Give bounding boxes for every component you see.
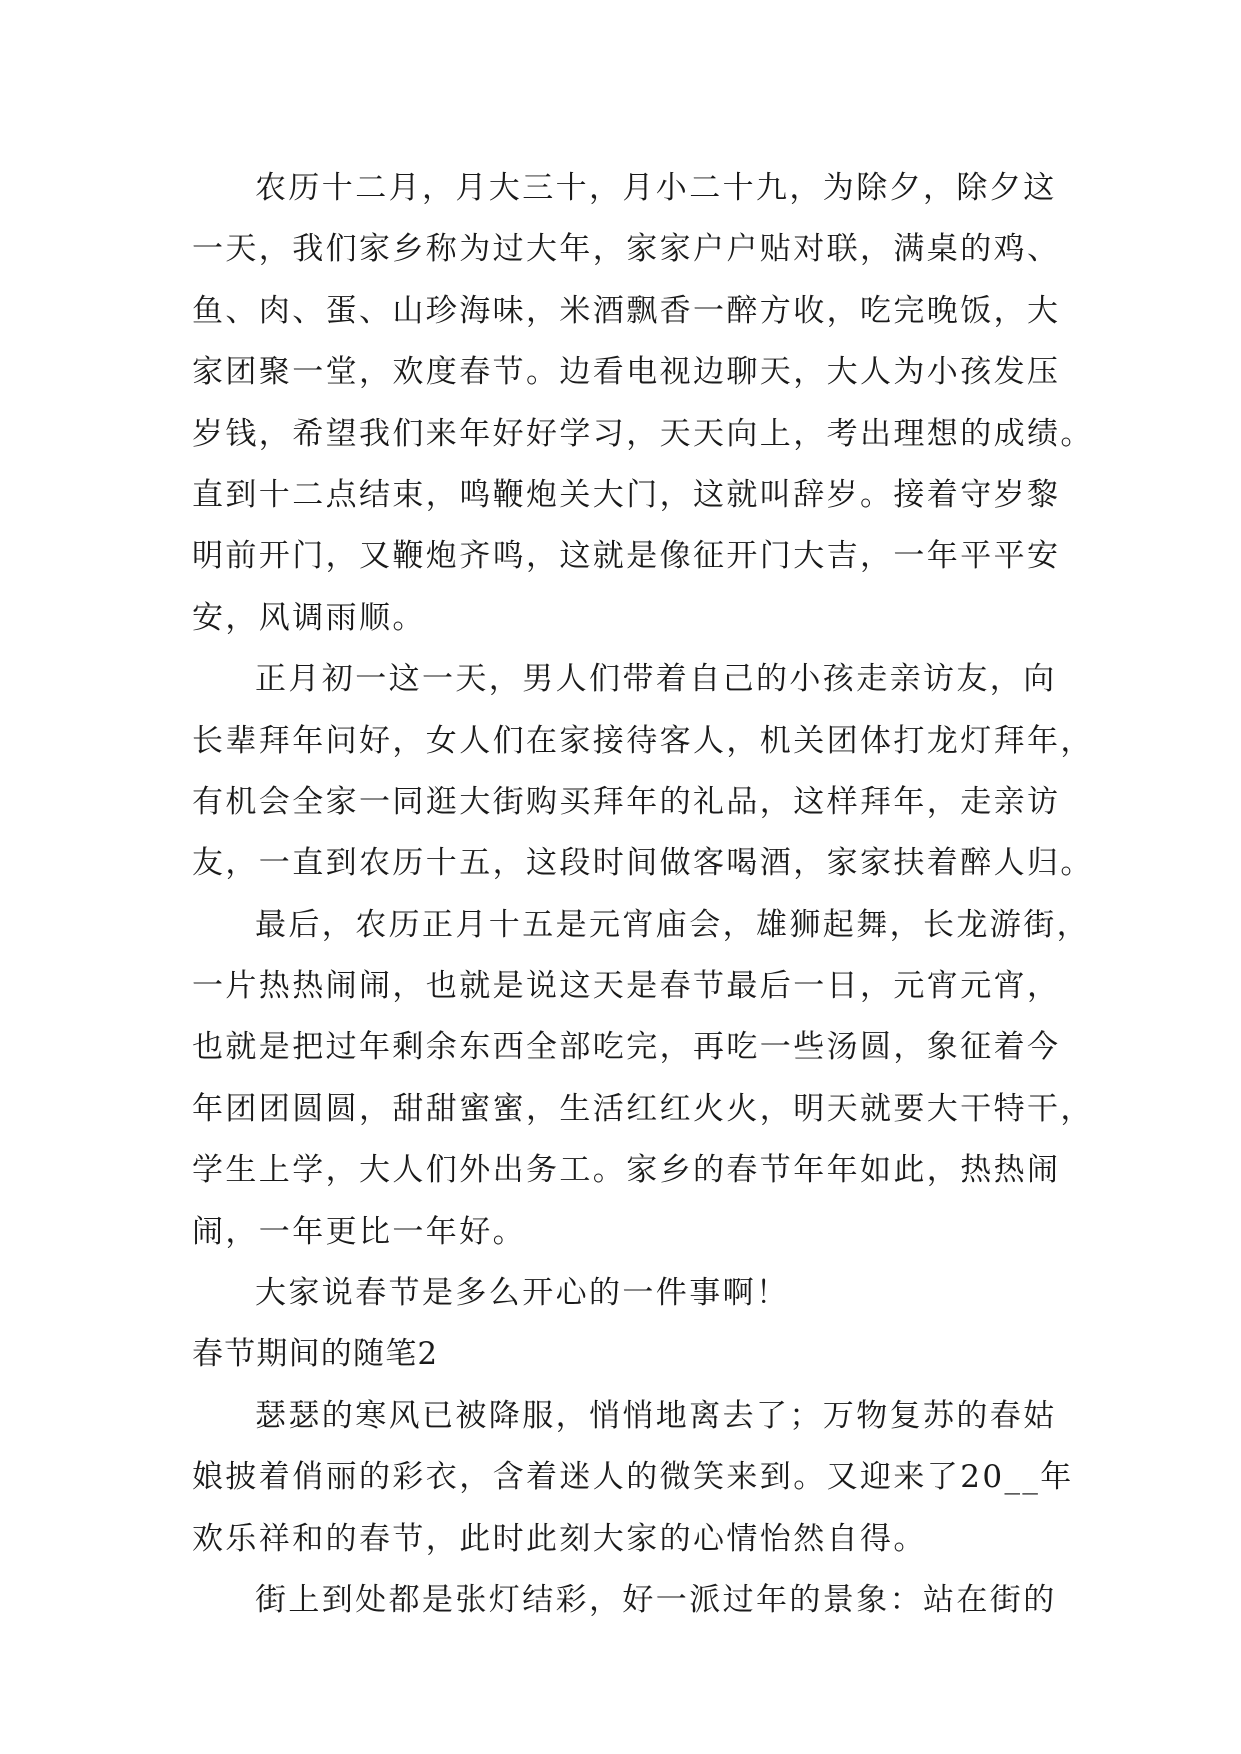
paragraph-line: 明前开门，又鞭炮齐鸣，这就是像征开门大吉，一年平平安 bbox=[192, 538, 1061, 575]
paragraph-line: 瑟瑟的寒风已被降服，悄悄地离去了；万物复苏的春姑 bbox=[255, 1397, 1057, 1434]
paragraph-line: 正月初一这一天，男人们带着自己的小孩走亲访友，向 bbox=[255, 661, 1057, 698]
paragraph-line: 年团团圆圆，甜甜蜜蜜，生活红红火火，明天就要大干特干， bbox=[192, 1090, 1094, 1127]
paragraph-line: 长辈拜年问好，女人们在家接待客人，机关团体打龙灯拜年， bbox=[192, 722, 1094, 759]
paragraph-line: 直到十二点结束，鸣鞭炮关大门，这就叫辞岁。接着守岁黎 bbox=[192, 476, 1061, 513]
paragraph-line: 娘披着俏丽的彩衣，含着迷人的微笑来到。又迎来了20__年 bbox=[192, 1459, 1074, 1496]
paragraph-line: 家团聚一堂，欢度春节。边看电视边聊天，大人为小孩发压 bbox=[192, 354, 1061, 391]
paragraph-line: 友，一直到农历十五，这段时间做客喝酒，家家扶着醉人归。 bbox=[192, 845, 1094, 882]
paragraph-line: 安，风调雨顺。 bbox=[192, 599, 426, 636]
paragraph-line: 一片热热闹闹，也就是说这天是春节最后一日，元宵元宵， bbox=[192, 968, 1061, 1005]
paragraph-line: 大家说春节是多么开心的一件事啊！ bbox=[255, 1275, 790, 1312]
paragraph-line: 一天，我们家乡称为过大年，家家户户贴对联，满桌的鸡、 bbox=[192, 231, 1061, 268]
paragraph-line: 鱼、肉、蛋、山珍海味，米酒飘香一醉方收，吃完晚饭，大 bbox=[192, 292, 1061, 329]
section-heading: 春节期间的随笔2 bbox=[192, 1336, 439, 1373]
document-body bbox=[192, 158, 1094, 1631]
paragraph-line: 也就是把过年剩余东西全部吃完，再吃一些汤圆，象征着今 bbox=[192, 1029, 1061, 1066]
paragraph-line: 农历十二月，月大三十，月小二十九，为除夕，除夕这 bbox=[255, 170, 1057, 206]
paragraph-line: 最后，农历正月十五是元宵庙会，雄狮起舞，长龙游街， bbox=[255, 906, 1090, 943]
paragraph-line: 有机会全家一同逛大街购买拜年的礼品，这样拜年，走亲访 bbox=[192, 783, 1061, 820]
paragraph-line: 欢乐祥和的春节，此时此刻大家的心情怡然自得。 bbox=[192, 1520, 927, 1557]
paragraph-line: 街上到处都是张灯结彩，好一派过年的景象：站在街的 bbox=[255, 1581, 1057, 1618]
paragraph-line: 闹，一年更比一年好。 bbox=[192, 1213, 526, 1250]
paragraph-line: 学生上学，大人们外出务工。家乡的春节年年如此，热热闹 bbox=[192, 1152, 1061, 1189]
paragraph-line: 岁钱，希望我们来年好好学习，天天向上，考出理想的成绩。 bbox=[192, 415, 1094, 452]
